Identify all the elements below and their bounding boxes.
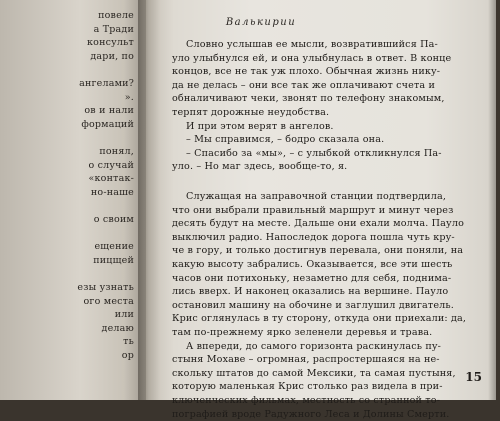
text-line: уло. – Но маг здесь, вообще-то, я. — [172, 160, 466, 174]
dialogue-block — [172, 38, 466, 174]
text-line: обналичивают чеки, звонят по телефону знакомым, — [172, 92, 466, 106]
text-line: выключил радио. Напоследок дорога пошла чуть кру- — [172, 231, 466, 245]
facing-page-line: формаций — [81, 119, 134, 130]
facing-page — [0, 0, 146, 400]
text-line: которую маленькая Крис столько раз видела в при- — [172, 380, 466, 394]
facing-page-line: повеле — [98, 10, 134, 21]
facing-page-line: езы узнать — [77, 282, 134, 293]
text-line: уло улыбнулся ей, и она улыбнулась в ответ. В конце — [172, 52, 466, 66]
text-line: И при этом верят в ангелов. — [172, 120, 466, 134]
text-line: десять будут на месте. Дальше они ехали молча. Пауло — [172, 217, 466, 231]
book-gutter — [138, 0, 160, 400]
facing-page-line: пицщей — [93, 255, 134, 266]
text-line: часов они потихоньку, незаметно для себя, поднима- — [172, 272, 466, 286]
text-line: А впереди, до самого горизонта раскинулась пу- — [172, 340, 466, 354]
facing-page-line: ого места — [84, 296, 135, 307]
text-line: концов, все не так уж плохо. Обычная жизнь нику- — [172, 65, 466, 79]
text-line: стыня Мохаве – огромная, распростершаяся на не- — [172, 353, 466, 367]
text-line: да не делась – они все так же оплачивают счета и — [172, 79, 466, 93]
text-line: че в гору, и только достигнув перевала, они поняли, на — [172, 244, 466, 258]
text-line: остановил машину на обочине и заглушил двигатель. — [172, 299, 466, 313]
text-line: скольку штатов до самой Мексики, та самая пустыня, — [172, 367, 466, 381]
text-line: Словно услышав ее мысли, возвратившийся Па- — [172, 38, 466, 52]
page-number: 15 — [465, 370, 482, 384]
text-line: терпят дорожные неудобства. — [172, 106, 466, 120]
text-line: пографией вроде Радужного Леса и Долины Смерти. — [172, 408, 466, 421]
facing-page-line: «контак- — [89, 173, 134, 184]
text-line: какую высоту забрались. Оказывается, все эти шесть — [172, 258, 466, 272]
text-line: Крис оглянулась в ту сторону, откуда они приехали: да, — [172, 312, 466, 326]
book-page — [146, 0, 496, 400]
text-line: лись вверх. И наконец оказались на вершине. Пауло — [172, 285, 466, 299]
facing-page-line: о своим — [94, 214, 134, 225]
facing-page-line: понял, — [99, 146, 134, 157]
text-line: там по-прежнему ярко зеленели деревья и трава. — [172, 326, 466, 340]
facing-page-line: ть — [123, 336, 134, 347]
facing-page-line: но-наше — [91, 187, 134, 198]
facing-page-line: ». — [125, 92, 134, 103]
facing-page-line: или — [115, 309, 134, 320]
facing-page-line: делаю — [102, 323, 134, 334]
text-line: что они выбрали правильный маршрут и минут через — [172, 204, 466, 218]
running-title: Валькирии — [146, 17, 376, 28]
page-edge-shadow — [488, 0, 496, 400]
facing-page-line: ангелами? — [79, 78, 134, 89]
facing-page-line: о случай — [88, 160, 134, 171]
facing-page-line: дари, по — [90, 51, 134, 62]
facing-page-line: ор — [122, 350, 134, 361]
facing-page-line: ов и нали — [84, 105, 134, 116]
text-line: – Мы справимся, – бодро сказала она. — [172, 133, 466, 147]
facing-page-line: а Тради — [94, 24, 134, 35]
narrative-block — [172, 190, 466, 421]
text-line: – Спасибо за «мы», – с улыбкой откликнулся Па- — [172, 147, 466, 161]
text-line: ключенческих фильмах, местность со странной то- — [172, 394, 466, 408]
facing-page-line: ещение — [94, 241, 134, 252]
facing-page-line: консульт — [87, 37, 134, 48]
text-line: Служащая на заправочной станции подтвердила, — [172, 190, 466, 204]
